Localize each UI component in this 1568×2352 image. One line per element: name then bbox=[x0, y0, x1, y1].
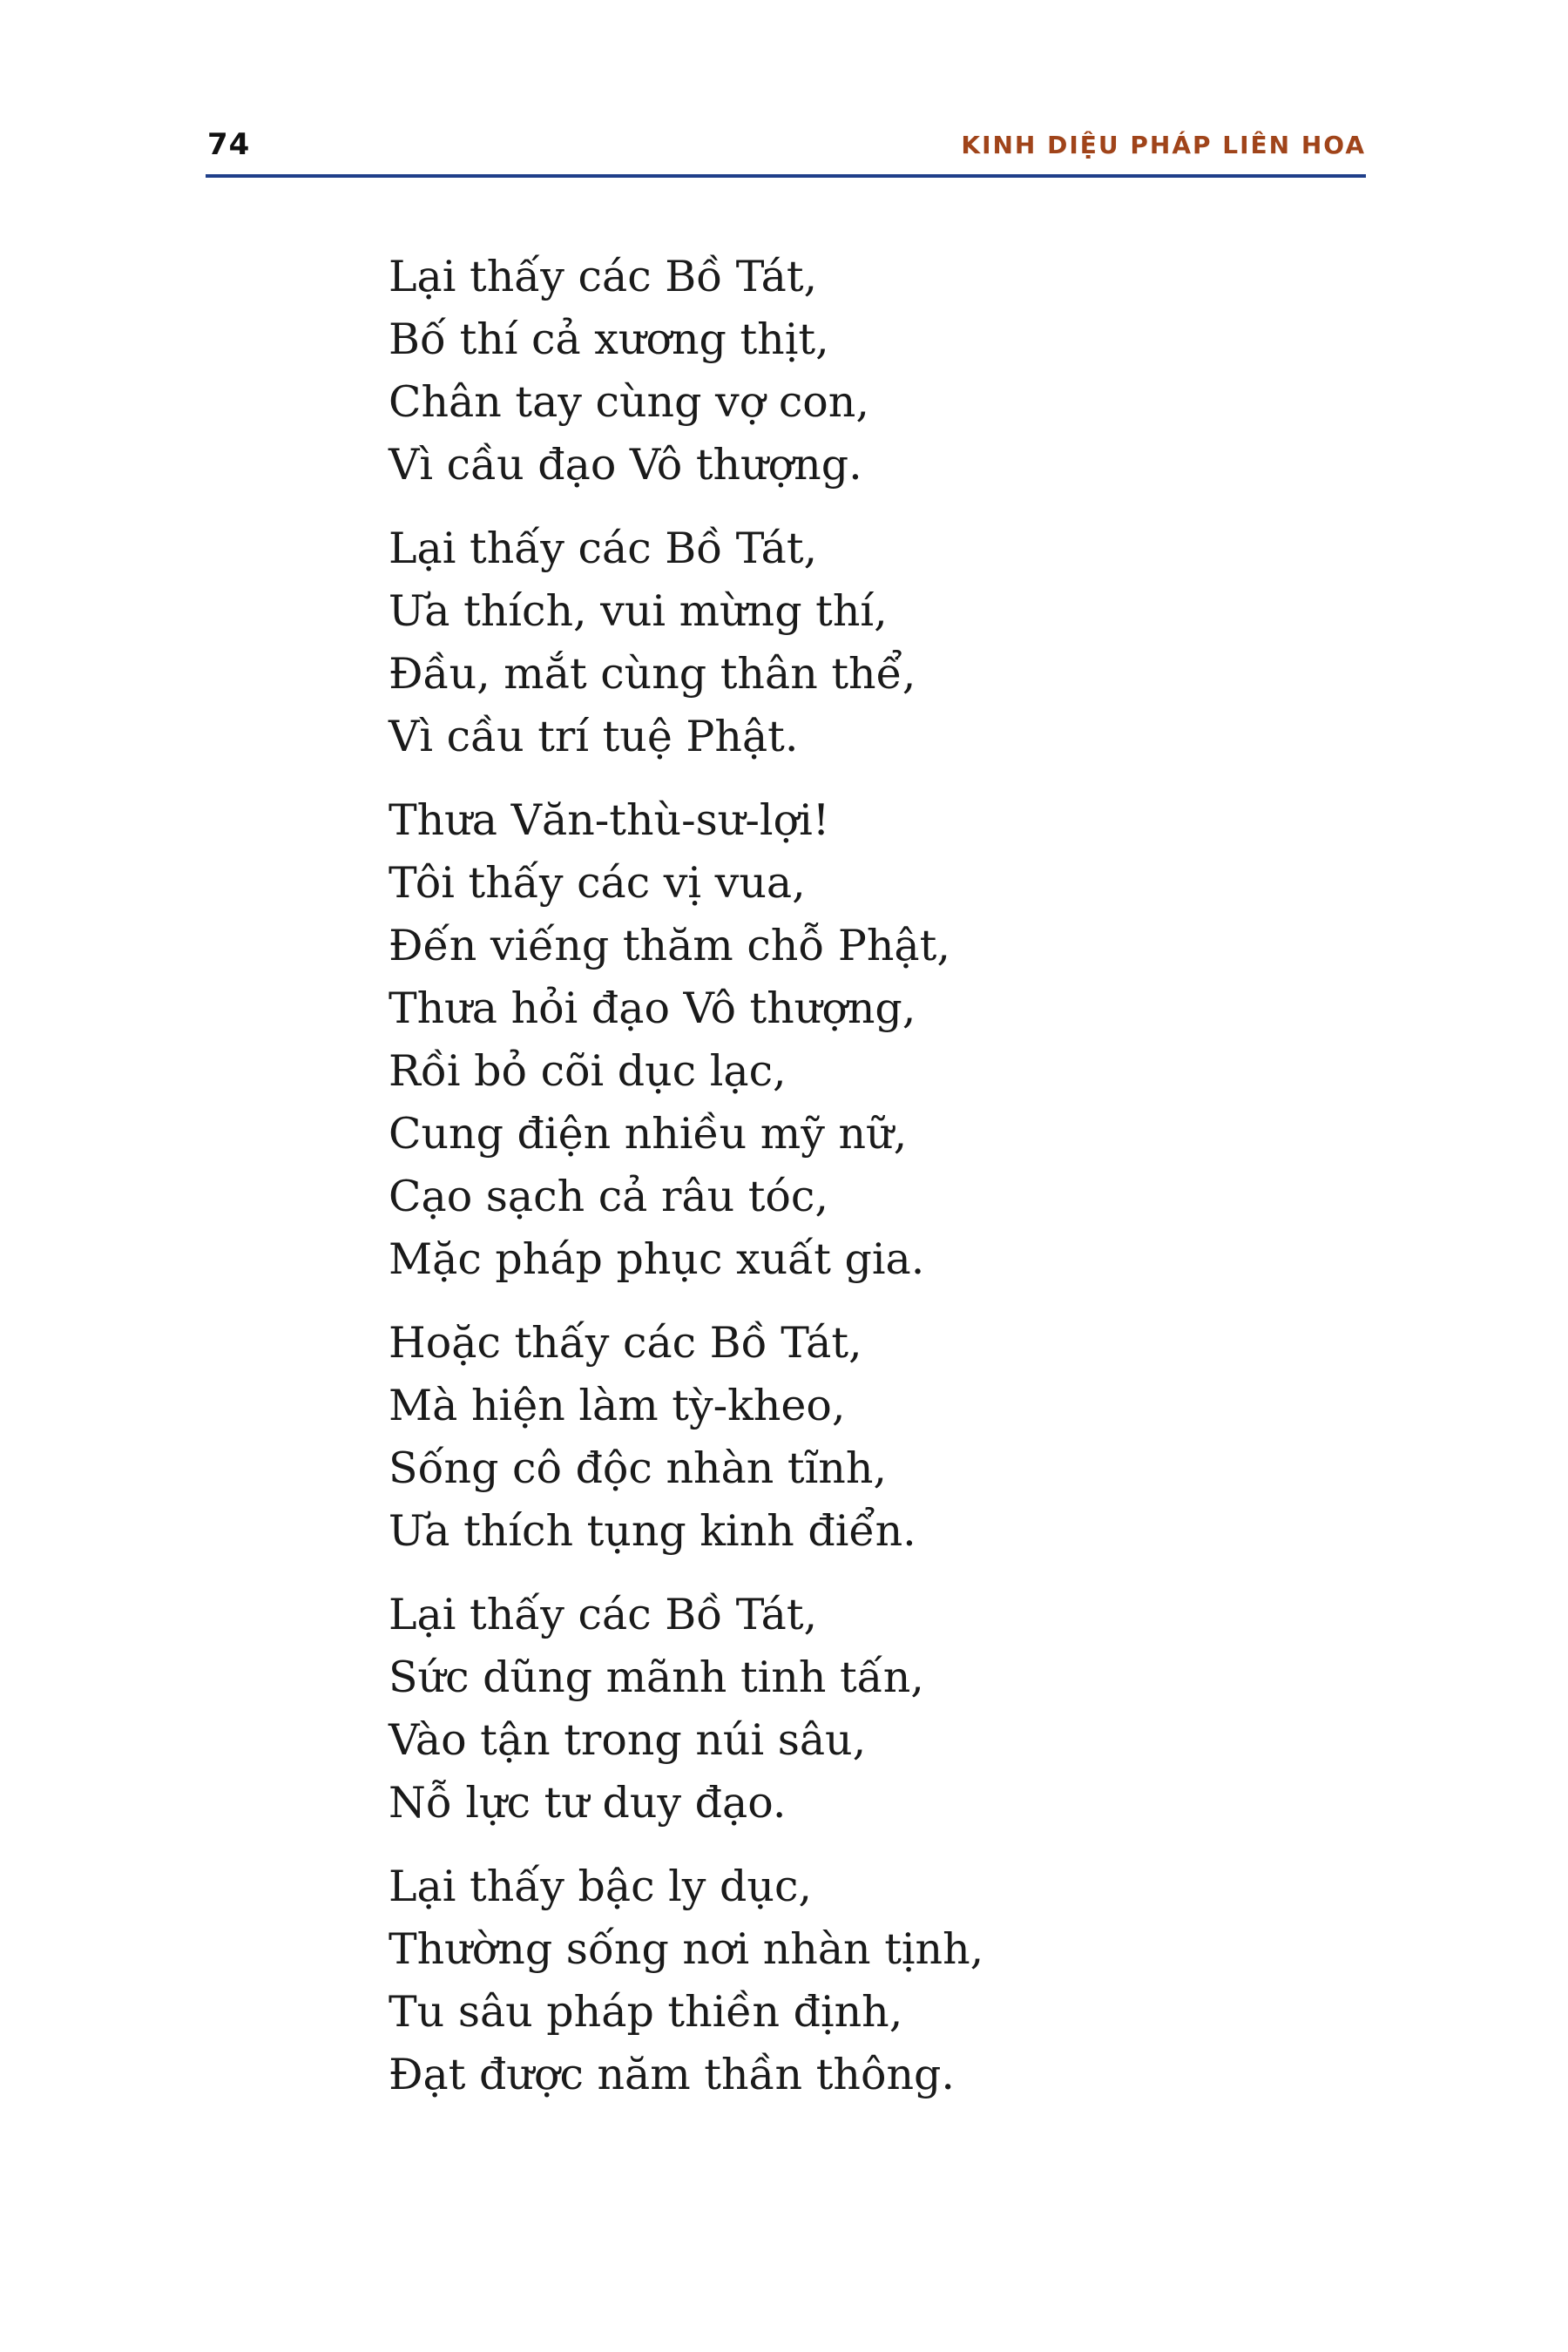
verse-line: Chân tay cùng vợ con, bbox=[389, 377, 869, 427]
verse-line: Đến viếng thăm chỗ Phật, bbox=[389, 921, 950, 970]
verse-line: Lại thấy các Bồ Tát, bbox=[389, 252, 818, 301]
verse-line: Đầu, mắt cùng thân thể, bbox=[389, 649, 916, 699]
verse-line: Mặc pháp phục xuất gia. bbox=[389, 1234, 925, 1284]
stanza bbox=[389, 789, 1347, 1291]
verse-line: Lại thấy các Bồ Tát, bbox=[389, 1590, 818, 1639]
page-header bbox=[206, 122, 1366, 176]
page-number: 74 bbox=[207, 127, 251, 162]
verse-line: Nỗ lực tư duy đạo. bbox=[389, 1778, 787, 1828]
verse-line: Vì cầu đạo Vô thượng. bbox=[389, 440, 862, 490]
verse-line: Ưa thích, vui mừng thí, bbox=[389, 586, 888, 636]
verse-line: Thưa Văn-thù-sư-lợi! bbox=[389, 795, 830, 845]
verse-line: Lại thấy các Bồ Tát, bbox=[389, 524, 818, 573]
verse-line: Thường sống nơi nhàn tịnh, bbox=[389, 1924, 984, 1974]
verse-line: Sức dũng mãnh tinh tấn, bbox=[389, 1652, 924, 1702]
verse-line: Vào tận trong núi sâu, bbox=[389, 1715, 867, 1765]
verse-line: Hoặc thấy các Bồ Tát, bbox=[389, 1318, 862, 1368]
verse-line: Vì cầu trí tuệ Phật. bbox=[389, 712, 799, 761]
verse-line: Đạt được năm thần thông. bbox=[389, 2050, 955, 2099]
poem-body bbox=[389, 246, 1347, 2127]
verse-line: Mà hiện làm tỳ-kheo, bbox=[389, 1381, 846, 1430]
stanza bbox=[389, 517, 1347, 768]
verse-line: Lại thấy bậc ly dục, bbox=[389, 1862, 813, 1911]
verse-line: Thưa hỏi đạo Vô thượng, bbox=[389, 983, 916, 1033]
stanza bbox=[389, 1584, 1347, 1835]
verse-line: Ưa thích tụng kinh điển. bbox=[389, 1506, 916, 1556]
verse-line: Cung điện nhiều mỹ nữ, bbox=[389, 1109, 908, 1159]
verse-line: Tôi thấy các vị vua, bbox=[389, 858, 806, 908]
stanza bbox=[389, 1855, 1347, 2106]
verse-line: Sống cô độc nhàn tĩnh, bbox=[389, 1443, 887, 1493]
running-title: KINH DIỆU PHÁP LIÊN HOA bbox=[961, 131, 1366, 159]
verse-line: Tu sâu pháp thiền định, bbox=[389, 1987, 903, 2037]
header-divider bbox=[206, 174, 1366, 178]
stanza bbox=[389, 1312, 1347, 1563]
stanza bbox=[389, 246, 1347, 497]
verse-line: Cạo sạch cả râu tóc, bbox=[389, 1172, 828, 1221]
verse-line: Bố thí cả xương thịt, bbox=[389, 314, 829, 364]
verse-line: Rồi bỏ cõi dục lạc, bbox=[389, 1046, 787, 1096]
